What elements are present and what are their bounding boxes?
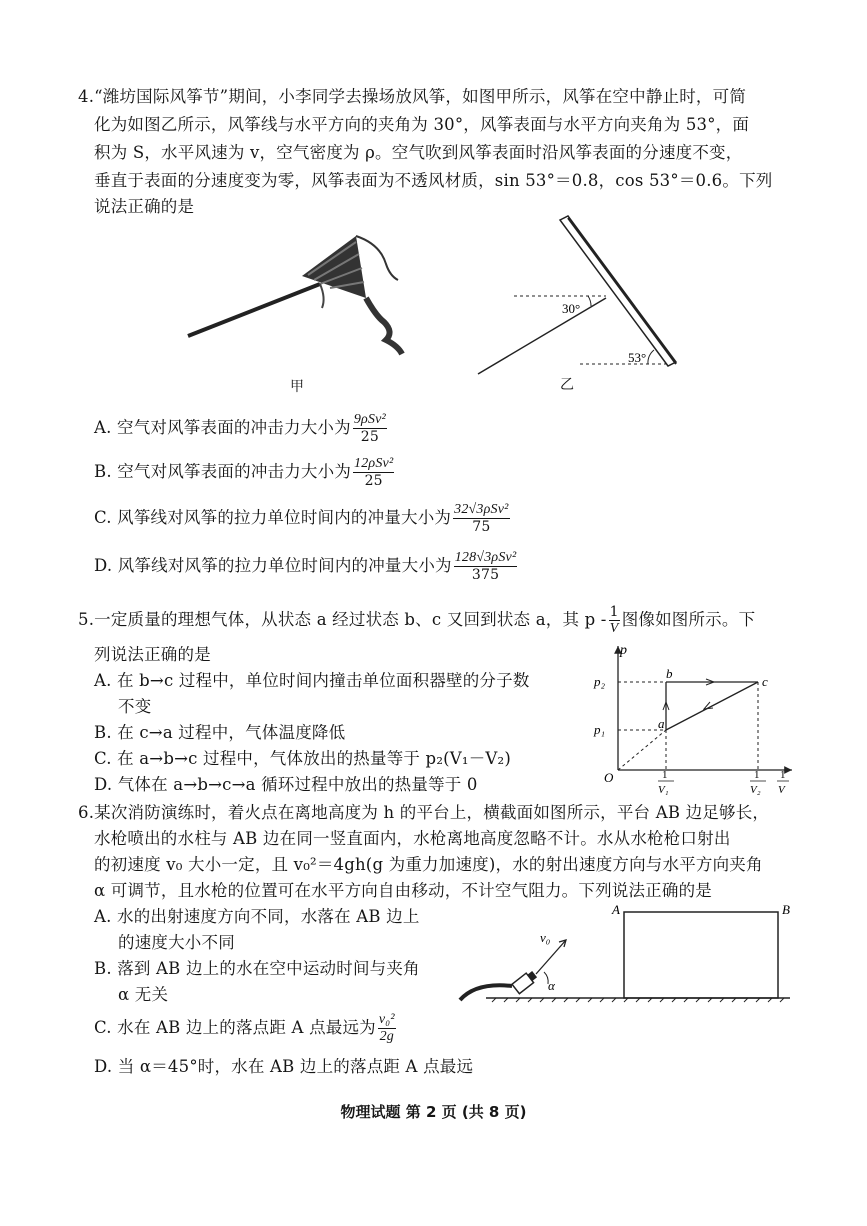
q5-stem-line-2: 列说法正确的是 <box>94 645 211 664</box>
q4-option-d-fraction: $\frac{\text{128√3ρSv²}}{375}$ <box>454 550 517 583</box>
alpha-label: α <box>548 978 555 993</box>
kite-string-line <box>478 298 606 374</box>
q6-stem-line-4: α 可调节，且水枪的位置可在水平方向自由移动，不计空气阻力。下列说法正确的是 <box>94 881 712 900</box>
q4-option-a: A. 空气对风筝表面的冲击力大小为 $\frac{\text{9ρSv²}}{25}$ <box>94 412 386 445</box>
q4-stem-line-4: 垂直于表面的分速度变为零，风筝表面为不透风材质，sin 53°＝0.8，cos 53°＝0.6。下列 <box>94 171 773 190</box>
q4-stem-line-1: 4.“潍坊国际风筝节”期间，小李同学去操场放风筝，如图甲所示，风筝在空中静止时，可简 <box>78 87 747 106</box>
q6-option-a-cont: 的速度大小不同 <box>118 933 235 952</box>
q5-option-a-cont: 不变 <box>118 697 152 716</box>
q6-option-d: D. 当 α＝45°时，水在 AB 边上的落点距 A 点最远 <box>94 1057 474 1076</box>
x2-num: 1 <box>754 769 760 781</box>
q5-stem-line-1: 5.一定质量的理想气体，从状态 a 经过状态 b、c 又回到状态 a，其 p - $\frac{1}{V}$ 图像如图所示。下 <box>78 604 756 636</box>
q6-stem-line-3: 的初速度 v₀ 大小一定，且 v₀²＝4gh(g 为重力加速度)，水的射出速度方向与水平方向夹角 <box>94 855 763 874</box>
p1-label: p₁ <box>594 722 606 737</box>
q4-option-b: B. 空气对风筝表面的冲击力大小为 $\frac{\text{12ρSv²}}{25}$ <box>94 456 394 489</box>
q5-option-c: C. 在 a→b→c 过程中，气体放出的热量等于 p₂(V₁－V₂) <box>94 749 511 768</box>
v0-vector <box>536 940 566 974</box>
q4-stem-line-3: 积为 S，水平风速为 v，空气密度为 ρ。空气吹到风筝表面时沿风筝表面的分速度不变， <box>94 143 743 162</box>
q4-option-c-fraction: $\frac{\text{32√3ρSv²}}{75}$ <box>454 502 509 535</box>
page-footer: 物理试题 第 2 页 (共 8 页) <box>340 1103 527 1121</box>
platform-figure <box>456 898 796 1012</box>
q6-option-b: B. 落到 AB 边上的水在空中运动时间与夹角 <box>94 959 420 978</box>
p2-label: p₂ <box>594 674 606 689</box>
v0-label: v₀ <box>540 930 551 945</box>
x-axis-den: V <box>778 784 785 796</box>
x-axis-num: 1 <box>780 769 786 781</box>
x2-den: V₂ <box>750 784 761 796</box>
q4-option-d: D. 风筝线对风筝的拉力单位时间内的冲量大小为 $\frac{\text{128√3ρSv²}}{375}$ <box>94 550 517 583</box>
angle-30-label: 30° <box>562 301 581 316</box>
p-inverse-v-graph <box>592 640 802 796</box>
x1-num: 1 <box>662 769 668 781</box>
q4-option-b-fraction: $\frac{\text{12ρSv²}}{25}$ <box>354 456 394 489</box>
kite-figure-jia <box>180 228 420 368</box>
q6-option-a: A. 水的出射速度方向不同，水落在 AB 边上 <box>94 907 420 926</box>
q5-option-b: B. 在 c→a 过程中，气体温度降低 <box>94 723 346 742</box>
point-A-label: A <box>612 902 620 917</box>
origin-dashed <box>618 730 666 770</box>
q6-option-b-cont: α 无关 <box>118 985 169 1004</box>
angle-53-label: 53° <box>628 350 647 365</box>
q6-stem-line-2: 水枪喷出的水柱与 AB 边在同一竖直面内，水枪离地高度忽略不计。水从水枪枪口射出 <box>94 829 731 848</box>
q4-stem-line-5: 说法正确的是 <box>94 197 195 216</box>
fig-yi-label: 乙 <box>560 377 574 393</box>
water-gun <box>512 969 538 993</box>
q4-option-c: C. 风筝线对风筝的拉力单位时间内的冲量大小为 $\frac{\text{32√3ρSv²}}{75}$ <box>94 502 509 535</box>
x1-den: V₁ <box>658 784 669 796</box>
kite-tail-left <box>320 284 324 308</box>
q5-option-a: A. 在 b→c 过程中，单位时间内撞击单位面积器壁的分子数 <box>94 671 530 690</box>
q6-option-c: C. 水在 AB 边上的落点距 A 点最远为 $\frac{\text{v₀²}}{2g}$ <box>94 1012 395 1044</box>
q4-option-a-fraction: $\frac{\text{9ρSv²}}{25}$ <box>353 412 386 445</box>
q5-option-d: D. 气体在 a→b→c→a 循环过程中放出的热量等于 0 <box>94 775 478 794</box>
kite-figure-yi <box>470 214 690 384</box>
fig-jia-label: 甲 <box>290 379 304 395</box>
kite-string <box>188 284 320 336</box>
p-axis-label: p <box>620 643 627 658</box>
point-a-label: a <box>658 716 665 731</box>
origin-label: O <box>604 770 614 785</box>
point-c-label: c <box>762 674 768 689</box>
process-c-a <box>666 682 758 730</box>
q6-stem-line-1: 6.某次消防演练时，着火点在离地高度为 h 的平台上，横截面如图所示，平台 AB 边足够长， <box>78 803 770 822</box>
kite-tail-right <box>366 298 402 354</box>
kite-surface <box>560 216 676 366</box>
point-b-label: b <box>666 666 673 681</box>
point-B-label: B <box>782 902 790 917</box>
q4-stem-line-2: 化为如图乙所示，风筝线与水平方向的夹角为 30°，风筝表面与水平方向夹角为 53°，面 <box>94 115 750 134</box>
platform-rect <box>624 912 778 998</box>
